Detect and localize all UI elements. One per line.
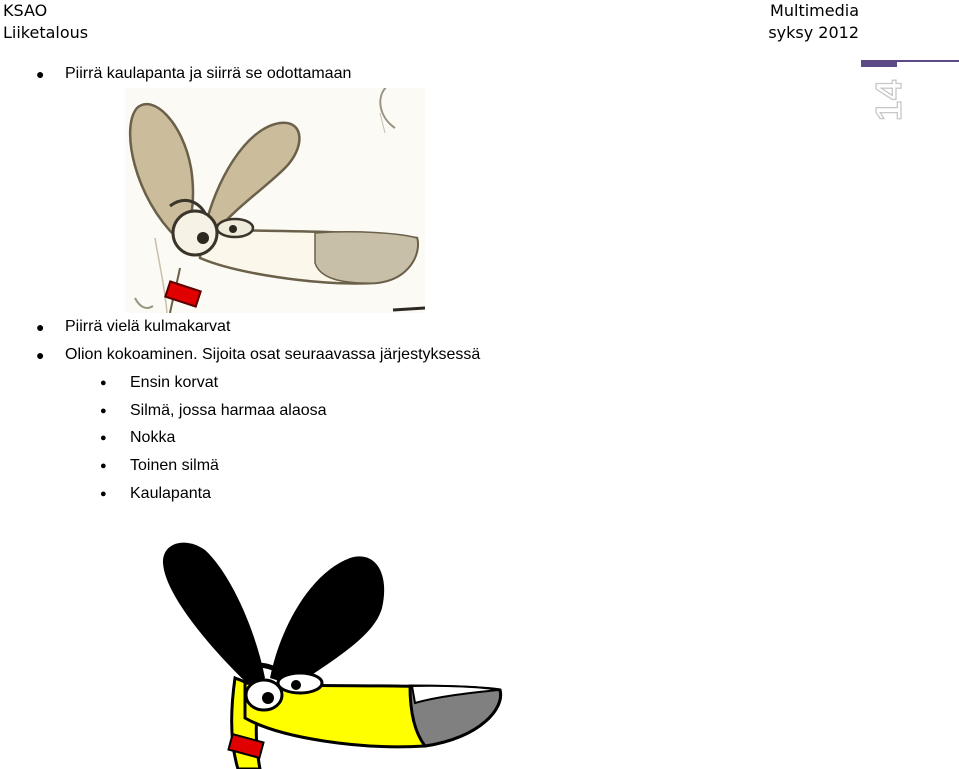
page-tab-accent-line	[897, 60, 959, 62]
page-tab-accent-bar	[861, 60, 897, 67]
step-eye: Silmä, jossa harmaa alaosa	[130, 402, 327, 419]
sketch-drawing-image	[125, 88, 425, 313]
step-second-eye: Toinen silmä	[130, 457, 219, 474]
instruction-draw-eyebrows: Piirrä vielä kulmakarvat	[65, 318, 231, 335]
sub-bullet-dot: ●	[100, 432, 107, 444]
sub-bullet-dot: ●	[100, 488, 107, 500]
bullet-dot: ●	[36, 347, 45, 363]
header-right	[768, 0, 859, 44]
sub-bullet-dot: ●	[100, 377, 107, 389]
sub-bullet-dot: ●	[100, 460, 107, 472]
sub-bullet-dot: ●	[100, 405, 107, 417]
bullet-dot: ●	[36, 66, 45, 82]
header-term: syksy 2012	[768, 23, 859, 42]
header-course: Multimedia	[770, 1, 859, 20]
bullet-dot: ●	[36, 319, 45, 335]
header-left	[3, 0, 88, 44]
instruction-assemble: Olion kokoaminen. Sijoita osat seuraavassa järjestyksessä	[65, 346, 481, 363]
step-collar: Kaulapanta	[130, 485, 211, 502]
page-number: 14	[868, 78, 909, 122]
step-beak: Nokka	[130, 429, 176, 446]
instruction-draw-collar: Piirrä kaulapanta ja siirrä se odottamaan	[65, 65, 352, 82]
cartoon-character-image	[160, 538, 505, 769]
header-school: KSAO	[3, 1, 48, 20]
page-number-tab	[861, 60, 959, 130]
step-ears: Ensin korvat	[130, 374, 219, 391]
header-department: Liiketalous	[3, 23, 89, 42]
